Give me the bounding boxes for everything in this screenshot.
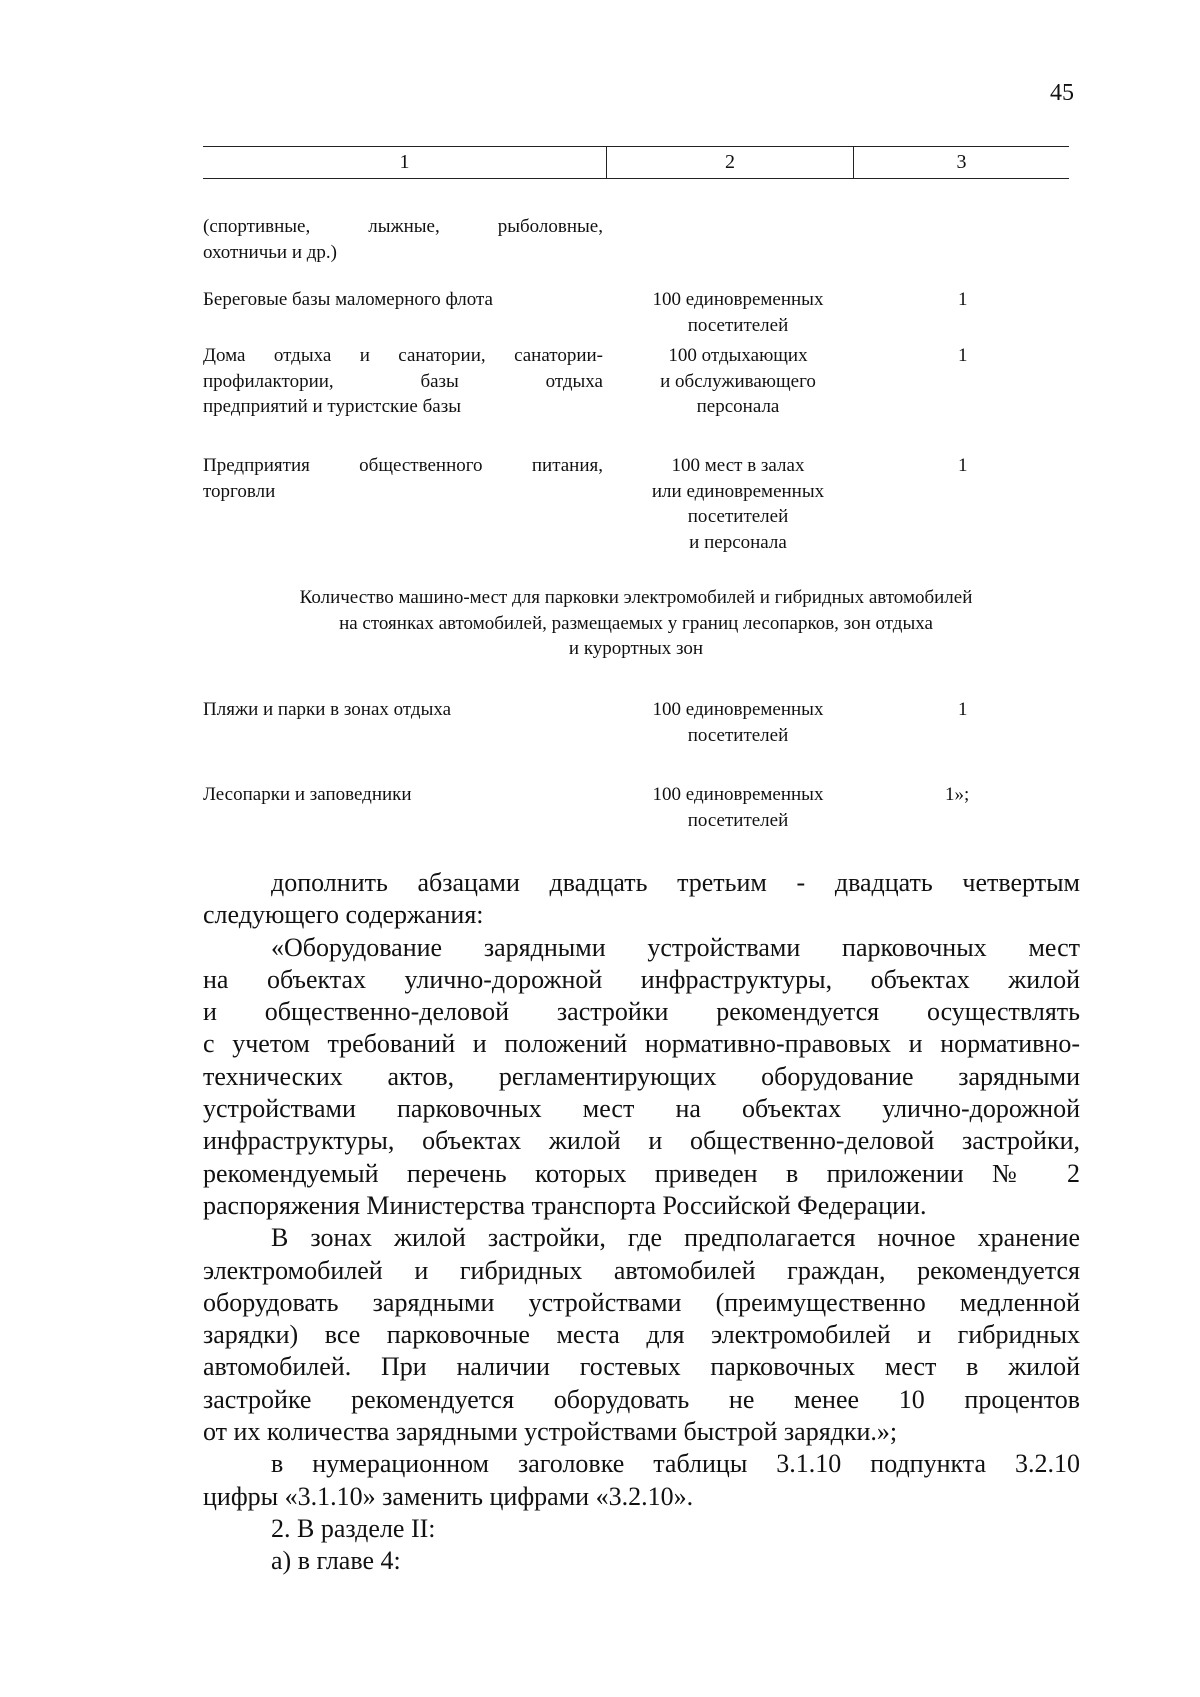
text-line: в нумерационном заголовке таблицы 3.1.10 подпункта 3.2.10 xyxy=(271,1449,1080,1479)
text-line: рекомендуемый перечень которых приведен в приложении № 2 xyxy=(203,1158,1080,1188)
paragraph xyxy=(203,932,1080,1223)
text-line: и общественно-деловой застройки рекомендуется осуществлять xyxy=(203,997,1080,1027)
text-line: застройке рекомендуется оборудовать не менее 10 процентов xyxy=(203,1384,1080,1414)
row-name xyxy=(203,782,603,808)
row-unit xyxy=(618,782,858,833)
row-unit-line: посетителей xyxy=(687,724,789,746)
subheading-line: Количество машино-мест для парковки электромобилей и гибридных автомобилей xyxy=(299,587,973,608)
body-text xyxy=(203,867,1080,1578)
text-line: автомобилей. При наличии гостевых парковочных мест в жилой xyxy=(203,1352,1080,1382)
row-name-line: (спортивные, лыжные, рыболовные, xyxy=(203,216,603,237)
text-line: оборудовать зарядными устройствами (преимущественно медленной xyxy=(203,1287,1080,1317)
paragraph xyxy=(203,1222,1080,1448)
text-line: цифры «3.1.10» заменить цифрами «3.2.10». xyxy=(203,1481,694,1511)
text-line: зарядки) все парковочные места для электромобилей и гибридных xyxy=(203,1320,1080,1350)
row-unit-line: 100 отдыхающих xyxy=(668,345,808,366)
text-line: от их количества зарядными устройствами быстрой зарядки.»; xyxy=(203,1417,898,1447)
row-unit xyxy=(618,453,858,555)
row-unit-line: персонала xyxy=(696,396,780,417)
table-header xyxy=(203,146,1069,179)
row-name xyxy=(203,287,603,313)
text-line: распоряжения Министерства транспорта Российской Федерации. xyxy=(203,1190,927,1220)
row-name-line: охотничьи и др.) xyxy=(203,241,337,263)
text-line: технических актов, регламентирующих оборудование зарядными xyxy=(203,1061,1080,1091)
row-unit-line: и обслуживающего xyxy=(660,370,816,392)
row-unit-line: или единовременных xyxy=(651,480,825,502)
text-line: «Оборудование зарядными устройствами парковочных мест xyxy=(271,932,1080,962)
row-unit-line: посетителей xyxy=(687,314,789,336)
row-name xyxy=(203,214,603,265)
text-line: 2. В разделе II: xyxy=(271,1513,436,1543)
table-header-col-3: 3 xyxy=(956,151,967,173)
row-name-line: Предприятия общественного питания, xyxy=(203,455,603,476)
page-number: 45 xyxy=(1050,80,1074,106)
row-unit-line: 100 единовременных xyxy=(652,289,824,310)
row-unit-line: посетителей xyxy=(687,506,789,527)
row-value: 1 xyxy=(958,699,968,720)
paragraph xyxy=(203,1513,1080,1545)
text-line: дополнить абзацами двадцать третьим - двадцать четвертым xyxy=(271,868,1080,897)
row-name xyxy=(203,453,603,504)
subheading-line: на стоянках автомобилей, размещаемых у границ лесопарков, зон отдыха xyxy=(339,612,933,634)
row-name-line: Дома отдыха и санатории, санатории- xyxy=(203,345,603,366)
table-subheading xyxy=(203,585,1069,662)
paragraph xyxy=(203,867,1080,932)
row-unit-line: 100 единовременных xyxy=(652,784,824,805)
row-name-line: Лесопарки и заповедники xyxy=(203,784,412,805)
text-line: на объектах улично-дорожной инфраструктуры, объектах жилой xyxy=(203,964,1080,994)
row-name-line: Пляжи и парки в зонах отдыха xyxy=(203,699,452,720)
table-header-col-1: 1 xyxy=(203,147,607,178)
row-value: 1 xyxy=(958,345,968,366)
text-line: следующего содержания: xyxy=(203,900,484,930)
row-unit-line: посетителей xyxy=(687,809,789,831)
table-header-col-2: 2 xyxy=(607,147,854,178)
row-unit xyxy=(618,697,858,748)
row-unit xyxy=(618,343,858,420)
row-value: 1»; xyxy=(945,784,970,805)
paragraph xyxy=(203,1448,1080,1513)
subheading-line: и курортных зон xyxy=(568,638,704,659)
row-name-line: предприятий и туристские базы xyxy=(203,396,461,417)
row-value: 1 xyxy=(958,289,968,310)
text-line: В зонах жилой застройки, где предполагается ночное хранение xyxy=(271,1223,1080,1253)
text-line: инфраструктуры, объектах жилой и общественно-деловой застройки, xyxy=(203,1126,1080,1156)
text-line: с учетом требований и положений нормативно-правовых и нормативно- xyxy=(203,1029,1080,1059)
row-name-line: профилактории, базы отдыха xyxy=(203,370,603,392)
paragraph xyxy=(203,1545,1080,1577)
row-value: 1 xyxy=(958,455,968,476)
row-unit-line: и персонала xyxy=(689,531,787,553)
row-unit-line: 100 мест в залах xyxy=(671,455,805,476)
row-name xyxy=(203,343,603,420)
row-name xyxy=(203,697,603,723)
row-unit xyxy=(618,287,858,338)
text-line: устройствами парковочных мест на объектах улично-дорожной xyxy=(203,1094,1080,1124)
text-line: электромобилей и гибридных автомобилей граждан, рекомендуется xyxy=(203,1255,1080,1285)
row-name-line: торговли xyxy=(203,480,276,502)
text-line: а) в главе 4: xyxy=(271,1546,401,1576)
row-name-line: Береговые базы маломерного флота xyxy=(203,289,493,310)
row-unit-line: 100 единовременных xyxy=(652,699,824,720)
